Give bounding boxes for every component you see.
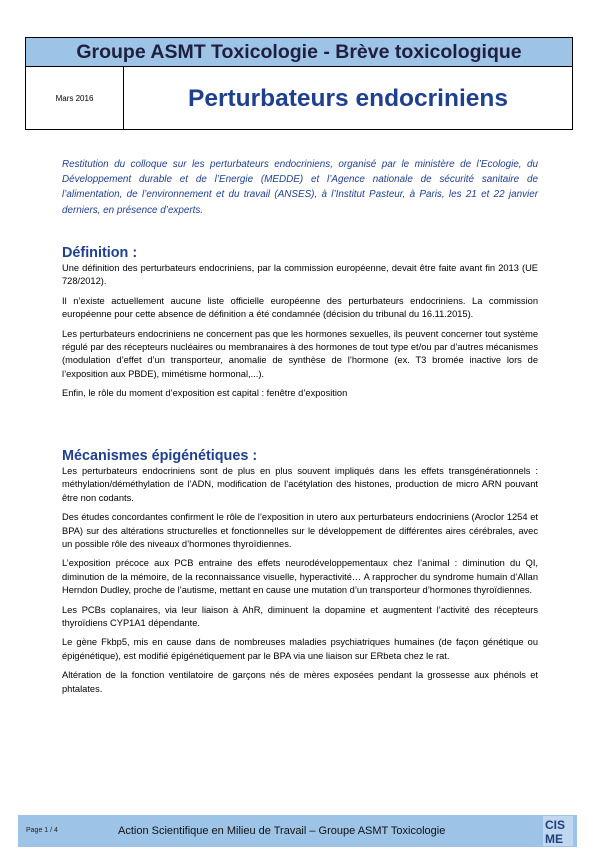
paragraph: Les perturbateurs endocriniens sont de plus en plus souvent impliqués dans les effets transgénérationnels : méthylation/déméthylation de l’ADN, modification de l’acétylation des histones, production de micro ARN pouvant être non codants.	[62, 466, 538, 503]
paragraph: Les perturbateurs endocriniens ne concernent pas que les hormones sexuelles, ils peuvent concerner tout système régulé par des récepteurs nucléaires ou membranaires à des hormones de tout type et/ou par d’autres mécanismes (modulation d’effet d’un transporteur, anomalie de synthèse de l’hormone (ex. T3 bromée inactive lors de l’exposition aux PBDE), mimétisme hormonal,...).	[62, 328, 538, 379]
page-title: Perturbateurs endocriniens	[188, 85, 508, 112]
paragraph: Enfin, le rôle du moment d’exposition est capital : fenêtre d’exposition	[62, 388, 348, 399]
page-footer	[18, 815, 577, 847]
paragraph: L’exposition précoce aux PCB entraine des effets neurodéveloppementaux chez l’animal : diminution du QI, diminution de la mémoire, de la reconnaissance visuelle, hyperactivité… A rapprocher du syndrome humain d’Allan Herndon Dudley, proche de l’autisme, mettant en cause une mutation d’un transporteur d’hormones thyroïdiennes.	[62, 558, 538, 596]
section-heading: Mécanismes épigénétiques :	[62, 448, 258, 464]
svg-text:CIS: CIS	[545, 818, 566, 832]
issue-date: Mars 2016	[26, 67, 124, 130]
cisme-logo-icon	[543, 816, 573, 846]
header-box	[25, 37, 573, 130]
page-number: Page 1 / 4	[26, 827, 58, 834]
paragraph: Le gène Fkbp5, mis en cause dans de nombreuses maladies psychiatriques humaines (de façon génétique ou épigénétique), est modifié épigénétiquement par le BPA via une liaison sur ERbeta chez le rat.	[62, 637, 538, 661]
paragraph: Altération de la fonction ventilatoire de garçons nés de mères exposées pendant la grossesse aux phénols et phtalates.	[62, 670, 538, 694]
header-row	[26, 67, 572, 130]
footer-text: Action Scientifique en Milieu de Travail – Groupe ASMT Toxicologie	[118, 825, 446, 837]
intro-paragraph: Restitution du colloque sur les perturbateurs endocriniens, organisé par le ministère de l’Ecologie, du Développement durable et de l’Energie (MEDDE) et l’Agence nationale de sécurité sanitaire de l’alimentation, de l’environnement et du travail (ANSES), à l’Institut Pasteur, à Paris, les 21 et 22 janvier derniers, en présence d’experts.	[62, 159, 538, 216]
paragraph: Des études concordantes confirment le rôle de l’exposition in utero aux perturbateurs endocriniens (Aroclor 1254 et BPA) sur des altérations structurelles et fonctionnelles sur le développement de différentes aires cérébrales, avec un possible rôle des niveaux d’hormones thyroïdiennes.	[62, 512, 538, 550]
paragraph: Une définition des perturbateurs endocriniens, par la commission européenne, devait être faite avant fin 2013 (UE 728/2012).	[62, 263, 538, 287]
section-heading: Définition :	[62, 245, 138, 261]
paragraph: Les PCBs coplanaires, via leur liaison à AhR, diminuent la dopamine et augmentent l’activité des récepteurs thyroïdiens CYP1A1 dépendante.	[62, 604, 538, 629]
section-definition	[62, 244, 538, 407]
paragraph: Il n’existe actuellement aucune liste officielle européenne des perturbateurs endocriniens. La commission européenne pour cette absence de définition a été condamnée (décision du tribunal du 16.11.2015).	[62, 295, 538, 320]
header-banner: Groupe ASMT Toxicologie - Brève toxicologique	[26, 38, 572, 67]
svg-text:ME: ME	[545, 832, 563, 846]
section-epigenetic	[62, 447, 538, 702]
